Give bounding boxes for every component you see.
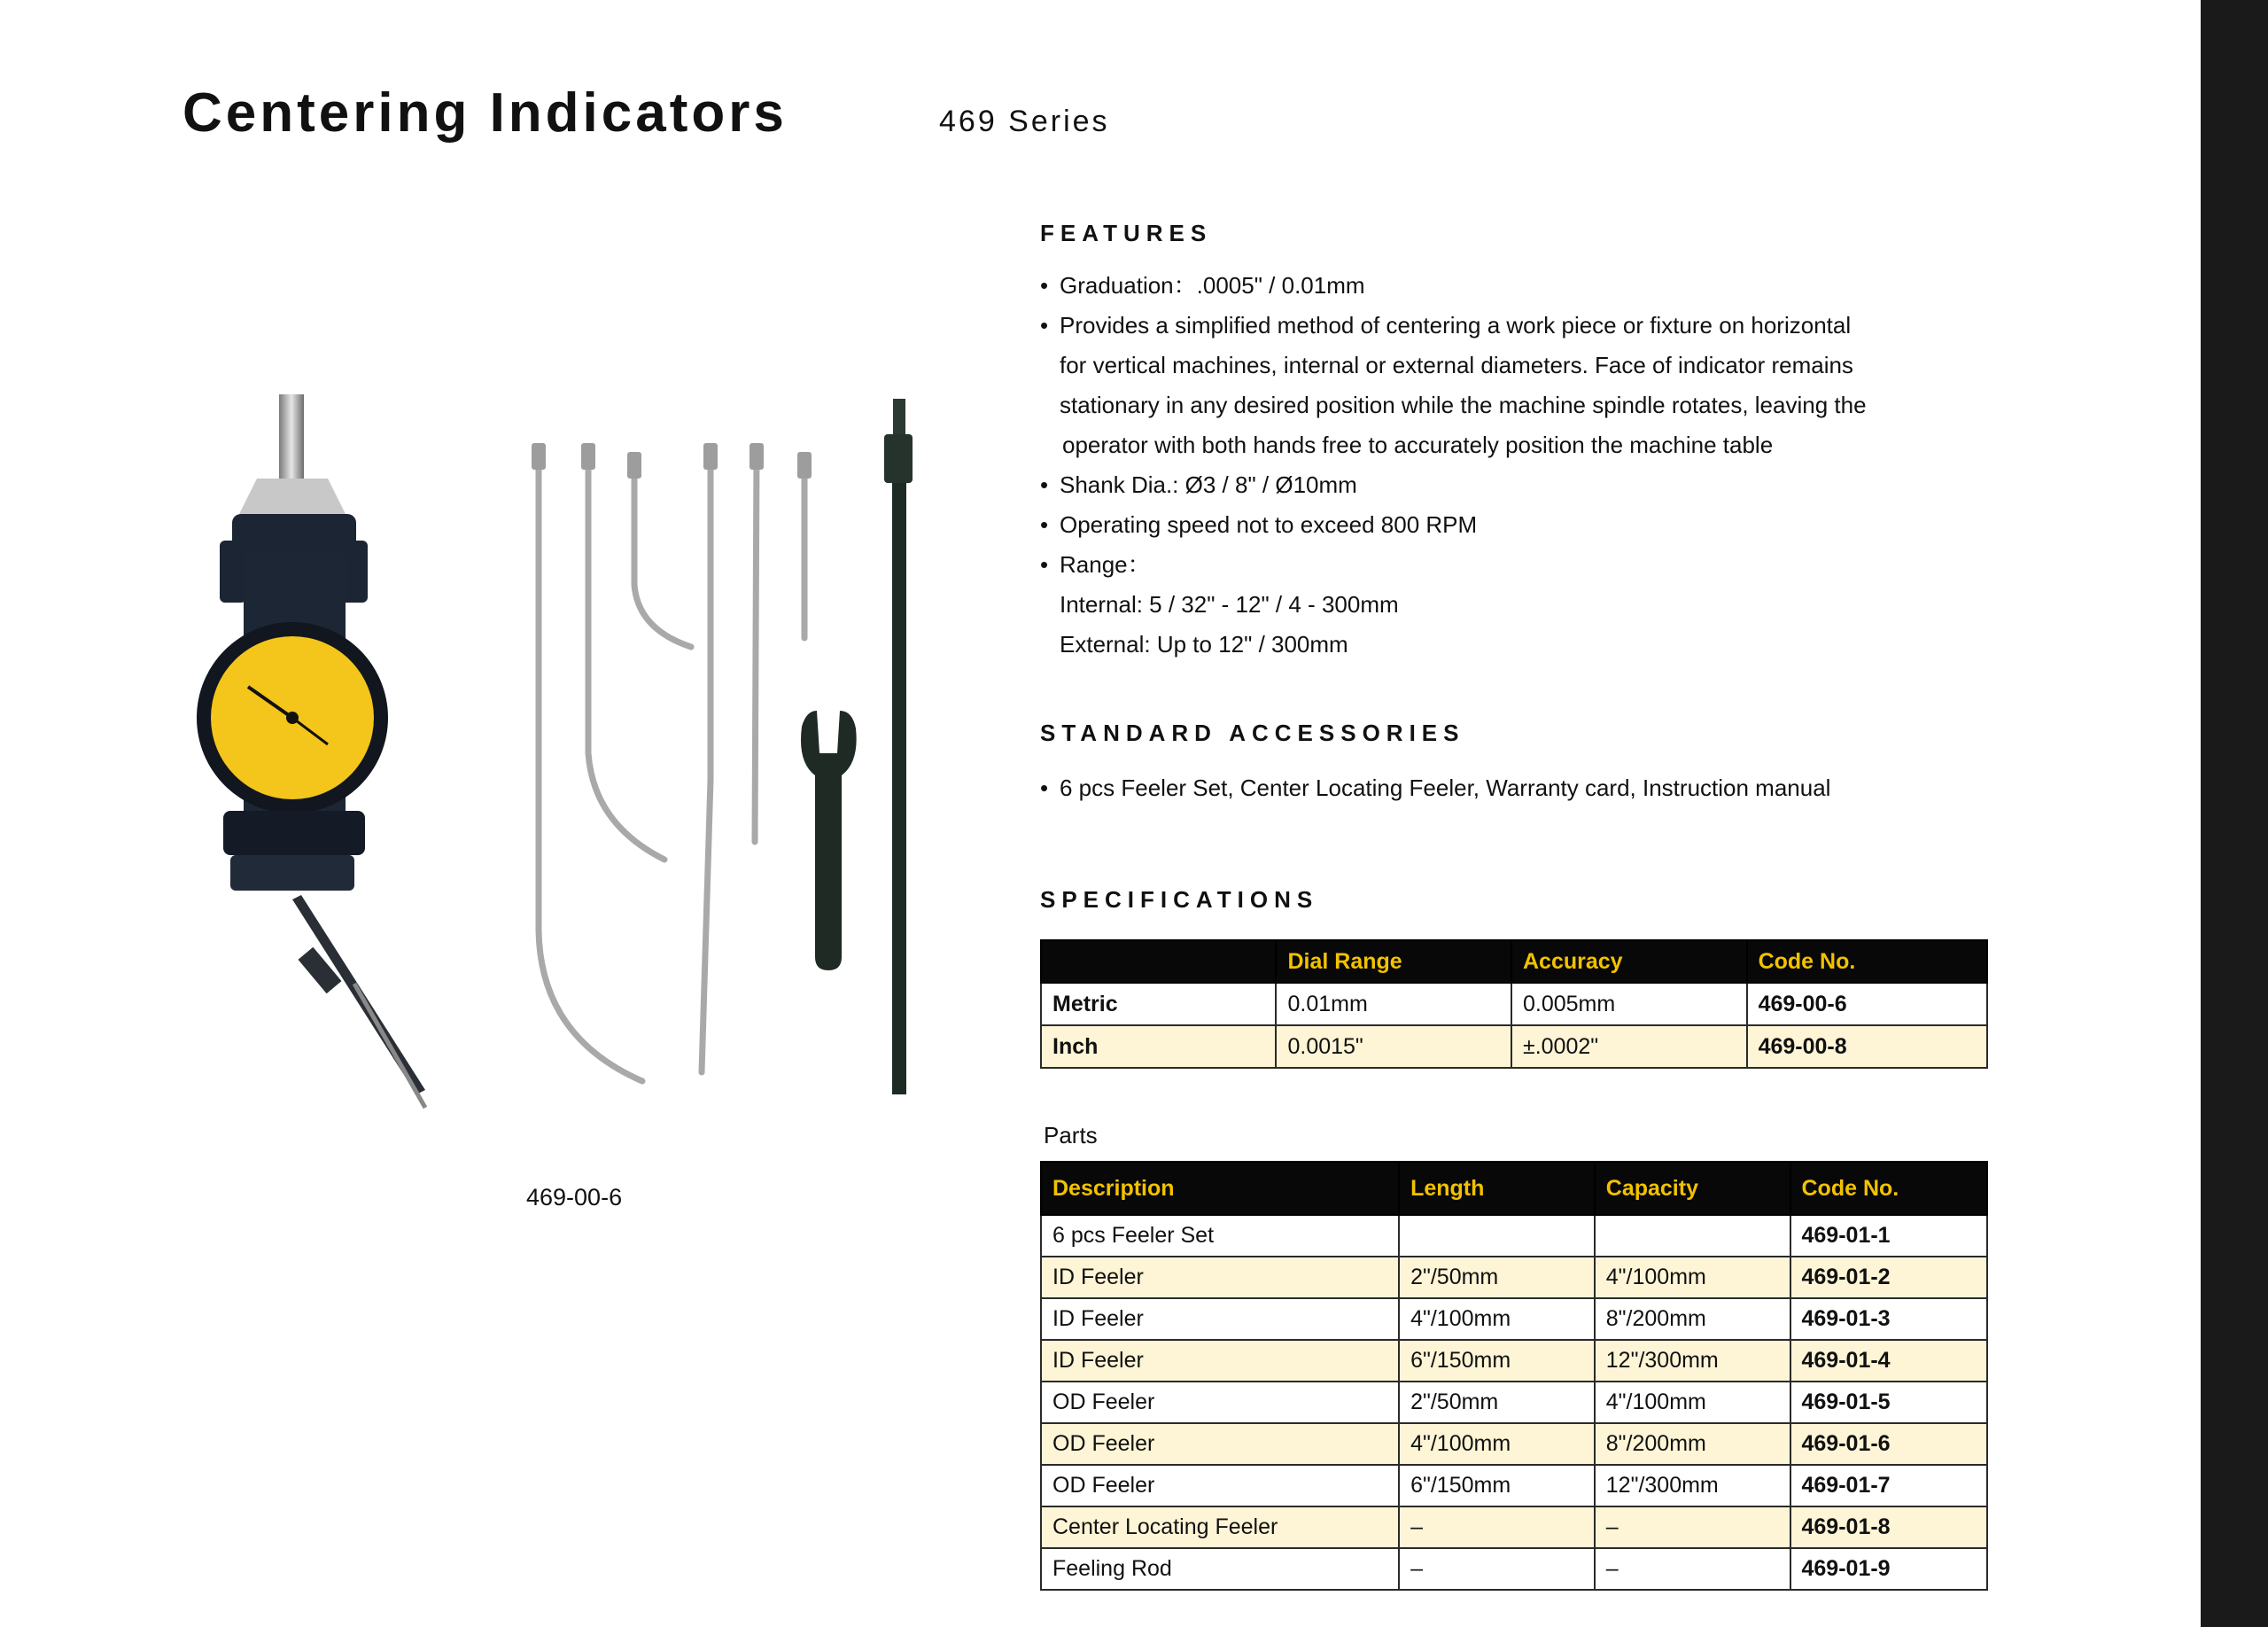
table-cell: 469-00-6 xyxy=(1747,983,1987,1025)
table-row xyxy=(1041,1298,1987,1340)
parts-table xyxy=(1040,1161,1988,1591)
table-cell: 469-01-4 xyxy=(1790,1340,1988,1382)
column-header: Accuracy xyxy=(1511,940,1747,983)
table-cell: 4"/100mm xyxy=(1399,1298,1595,1340)
table-cell: 0.005mm xyxy=(1511,983,1747,1025)
feature-line: • Shank Dia.: Ø3 / 8" / Ø10mm xyxy=(1040,465,2032,505)
table-cell: 12"/300mm xyxy=(1595,1340,1790,1382)
table-cell: ±.0002" xyxy=(1511,1025,1747,1068)
table-cell: 12"/300mm xyxy=(1595,1465,1790,1506)
column-header: Code No. xyxy=(1790,1162,1988,1215)
table-cell: 4"/100mm xyxy=(1399,1423,1595,1465)
table-cell: 4"/100mm xyxy=(1595,1382,1790,1423)
wrench xyxy=(801,711,857,970)
page-edge-strip xyxy=(2201,0,2268,1627)
centering-indicator xyxy=(197,394,425,1108)
table-cell xyxy=(1399,1215,1595,1257)
series-label: 469 Series xyxy=(939,105,1110,138)
feeler-set xyxy=(539,452,804,1081)
feature-line: • Range： xyxy=(1040,545,2032,585)
table-cell: ID Feeler xyxy=(1041,1298,1399,1340)
table-row xyxy=(1041,1382,1987,1423)
table-cell: 8"/200mm xyxy=(1595,1423,1790,1465)
feature-line: operator with both hands free to accurately position the machine table xyxy=(1062,432,1774,458)
product-caption: 469-00-6 xyxy=(526,1184,623,1211)
column-header: Dial Range xyxy=(1276,940,1511,983)
table-cell: OD Feeler xyxy=(1041,1423,1399,1465)
table-row xyxy=(1041,983,1987,1025)
table-cell: Feeling Rod xyxy=(1041,1548,1399,1590)
table-cell: Inch xyxy=(1041,1025,1276,1068)
table-cell: – xyxy=(1595,1548,1790,1590)
table-cell: 6 pcs Feeler Set xyxy=(1041,1215,1399,1257)
table-cell: – xyxy=(1595,1506,1790,1548)
table-cell: 469-00-8 xyxy=(1747,1025,1987,1068)
table-cell: 0.01mm xyxy=(1276,983,1511,1025)
table-cell: 469-01-2 xyxy=(1790,1257,1988,1298)
table-cell: 8"/200mm xyxy=(1595,1298,1790,1340)
feature-line: External: Up to 12" / 300mm xyxy=(1060,631,1348,658)
feeler-tips xyxy=(532,443,812,479)
feature-line: • Operating speed not to exceed 800 RPM xyxy=(1040,505,2032,545)
specifications-table xyxy=(1040,939,1988,1069)
table-cell: – xyxy=(1399,1506,1595,1548)
table-cell: 6"/150mm xyxy=(1399,1340,1595,1382)
features-list xyxy=(1040,266,2032,665)
features-heading: FEATURES xyxy=(1040,220,1213,246)
table-cell: 2"/50mm xyxy=(1399,1382,1595,1423)
table-cell: 4"/100mm xyxy=(1595,1257,1790,1298)
table-cell: 0.0015" xyxy=(1276,1025,1511,1068)
feature-line: • Provides a simplified method of centering a work piece or fixture on horizontal xyxy=(1040,306,2032,346)
feature-line: stationary in any desired position while the machine spindle rotates, leaving the xyxy=(1060,392,1867,418)
column-header: Capacity xyxy=(1595,1162,1790,1215)
table-cell: – xyxy=(1399,1548,1595,1590)
product-image xyxy=(159,381,975,1161)
table-cell: Metric xyxy=(1041,983,1276,1025)
table-row xyxy=(1041,1215,1987,1257)
table-row xyxy=(1041,1257,1987,1298)
table-cell: ID Feeler xyxy=(1041,1257,1399,1298)
accessories-text: • 6 pcs Feeler Set, Center Locating Feeler, Warranty card, Instruction manual xyxy=(1040,775,1830,802)
parts-label: Parts xyxy=(1044,1122,1098,1148)
table-cell: 2"/50mm xyxy=(1399,1257,1595,1298)
column-header: Length xyxy=(1399,1162,1595,1215)
page-title: Centering Indicators xyxy=(183,82,788,144)
table-cell xyxy=(1595,1215,1790,1257)
table-row xyxy=(1041,1340,1987,1382)
table-cell: 469-01-7 xyxy=(1790,1465,1988,1506)
column-header xyxy=(1041,940,1276,983)
feature-line: Internal: 5 / 32" - 12" / 4 - 300mm xyxy=(1060,591,1399,618)
table-cell: 469-01-8 xyxy=(1790,1506,1988,1548)
table-row xyxy=(1041,1548,1987,1590)
table-row xyxy=(1041,1423,1987,1465)
table-cell: 469-01-3 xyxy=(1790,1298,1988,1340)
table-cell: Center Locating Feeler xyxy=(1041,1506,1399,1548)
table-cell: 469-01-1 xyxy=(1790,1215,1988,1257)
column-header: Code No. xyxy=(1747,940,1987,983)
table-cell: 469-01-5 xyxy=(1790,1382,1988,1423)
table-row xyxy=(1041,1025,1987,1068)
table-header-row xyxy=(1041,1162,1987,1215)
table-cell: 469-01-9 xyxy=(1790,1548,1988,1590)
feeling-rod xyxy=(884,399,913,1094)
table-row xyxy=(1041,1506,1987,1548)
table-cell: OD Feeler xyxy=(1041,1382,1399,1423)
table-cell: ID Feeler xyxy=(1041,1340,1399,1382)
feature-line: • Graduation：.0005" / 0.01mm xyxy=(1040,266,2032,306)
table-cell: 469-01-6 xyxy=(1790,1423,1988,1465)
table-row xyxy=(1041,1465,1987,1506)
specifications-heading: SPECIFICATIONS xyxy=(1040,886,1319,913)
accessories-heading: STANDARD ACCESSORIES xyxy=(1040,720,1465,746)
column-header: Description xyxy=(1041,1162,1399,1215)
table-header-row xyxy=(1041,940,1987,983)
table-cell: OD Feeler xyxy=(1041,1465,1399,1506)
table-cell: 6"/150mm xyxy=(1399,1465,1595,1506)
feature-line: for vertical machines, internal or external diameters. Face of indicator remains xyxy=(1060,352,1853,378)
